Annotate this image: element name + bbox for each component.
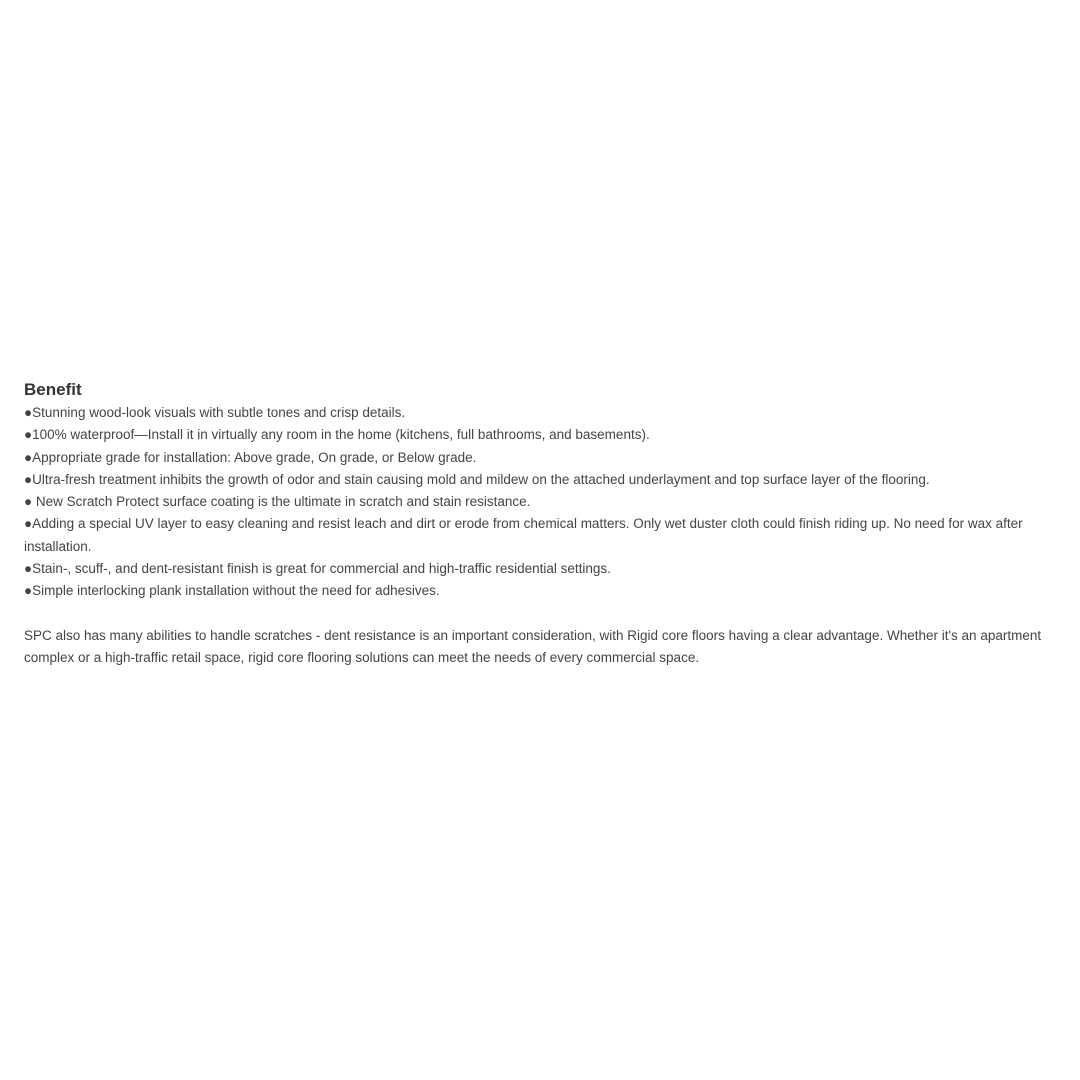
- section-heading: Benefit: [24, 380, 82, 399]
- benefit-item: ●100% waterproof—Install it in virtually any room in the home (kitchens, full bathrooms, and basements).: [24, 427, 650, 443]
- benefit-item: ●Stain-, scuff-, and dent-resistant finish is great for commercial and high-traffic residential settings.: [24, 561, 611, 577]
- spacer: [24, 603, 1064, 625]
- benefit-section: [24, 378, 1064, 669]
- benefit-item: ●Ultra-fresh treatment inhibits the growth of odor and stain causing mold and mildew on the attached underlayment and top surface layer of the flooring.: [24, 471, 930, 487]
- benefit-item: ●Adding a special UV layer to easy cleaning and resist leach and dirt or erode from chemical matters. Only wet duster cloth could finish riding up. No need for wax after installation.: [24, 516, 1023, 554]
- benefit-item: ●Stunning wood-look visuals with subtle tones and crisp details.: [24, 405, 406, 420]
- benefit-item: ●Appropriate grade for installation: Above grade, On grade, or Below grade.: [24, 449, 477, 465]
- description-paragraph: SPC also has many abilities to handle scratches - dent resistance is an important consideration, with Rigid core floors having a clear advantage. Whether it's an apartment complex or a high-traffic retail space, rigid core flooring solutions can meet the needs of every commercial space.: [24, 627, 1042, 665]
- benefit-item: ● New Scratch Protect surface coating is the ultimate in scratch and stain resistance.: [24, 494, 531, 510]
- benefit-list: [24, 402, 1064, 603]
- benefit-item: ●Simple interlocking plank installation without the need for adhesives.: [24, 583, 440, 599]
